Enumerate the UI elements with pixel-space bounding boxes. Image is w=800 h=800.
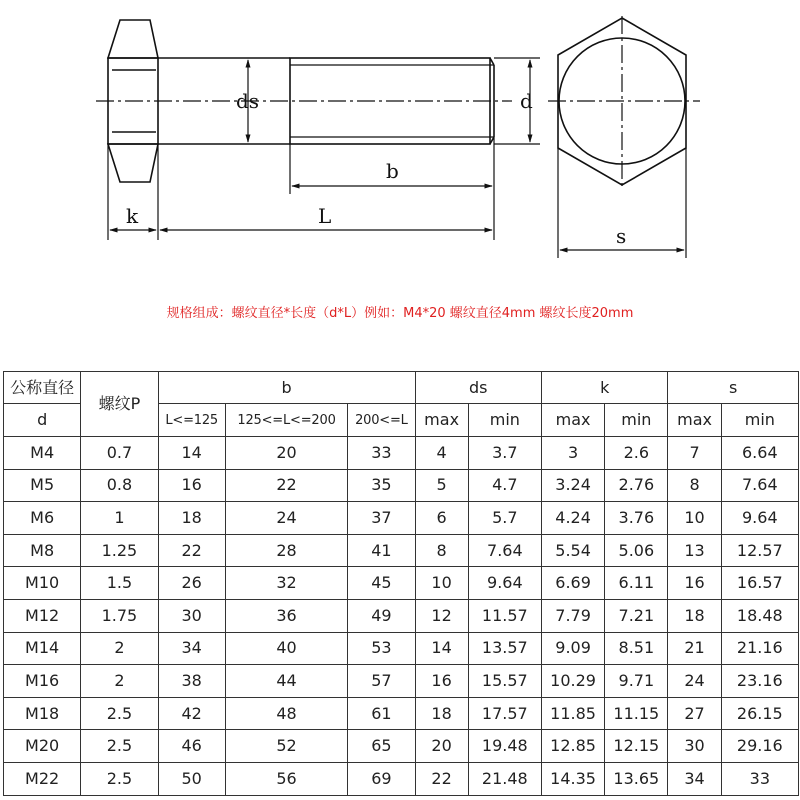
table-cell: 22 bbox=[225, 469, 347, 502]
table-cell: 12.15 bbox=[605, 730, 668, 763]
table-cell: 48 bbox=[225, 697, 347, 730]
table-cell: 14 bbox=[158, 437, 225, 470]
bolt-end-view bbox=[548, 16, 700, 258]
table-cell: 27 bbox=[668, 697, 721, 730]
table-cell: 9.64 bbox=[468, 567, 541, 600]
table-cell: 1 bbox=[81, 502, 158, 535]
table-cell: 30 bbox=[668, 730, 721, 763]
table-cell: 5.7 bbox=[468, 502, 541, 535]
table-cell: 49 bbox=[348, 599, 415, 632]
table-cell: 13 bbox=[668, 534, 721, 567]
table-cell: 10.29 bbox=[541, 665, 604, 698]
table-cell: 46 bbox=[158, 730, 225, 763]
table-cell: M6 bbox=[4, 502, 81, 535]
table-cell: 3.76 bbox=[605, 502, 668, 535]
label-k: k bbox=[126, 204, 139, 228]
header-d: d bbox=[4, 404, 81, 437]
table-cell: 5 bbox=[415, 469, 468, 502]
table-cell: 18 bbox=[668, 599, 721, 632]
table-row bbox=[4, 437, 799, 470]
table-cell: 53 bbox=[348, 632, 415, 665]
table-cell: 10 bbox=[415, 567, 468, 600]
table-cell: 38 bbox=[158, 665, 225, 698]
table-cell: 21.48 bbox=[468, 762, 541, 795]
table-cell: 65 bbox=[348, 730, 415, 763]
table-row bbox=[4, 632, 799, 665]
table-cell: 24 bbox=[225, 502, 347, 535]
table-cell: M4 bbox=[4, 437, 81, 470]
table-cell: 50 bbox=[158, 762, 225, 795]
table-cell: 2 bbox=[81, 665, 158, 698]
table-cell: M20 bbox=[4, 730, 81, 763]
table-cell: 1.75 bbox=[81, 599, 158, 632]
table-cell: 2.76 bbox=[605, 469, 668, 502]
table-cell: 12.85 bbox=[541, 730, 604, 763]
table-row bbox=[4, 762, 799, 795]
table-cell: 9.09 bbox=[541, 632, 604, 665]
table-cell: 6 bbox=[415, 502, 468, 535]
header-ds-min: min bbox=[468, 404, 541, 437]
table-cell: 4 bbox=[415, 437, 468, 470]
table-cell: 21.16 bbox=[721, 632, 798, 665]
table-cell: 4.7 bbox=[468, 469, 541, 502]
table-cell: 13.65 bbox=[605, 762, 668, 795]
header-b: b bbox=[158, 372, 415, 404]
table-cell: 4.24 bbox=[541, 502, 604, 535]
table-cell: 9.64 bbox=[721, 502, 798, 535]
table-cell: 2.5 bbox=[81, 697, 158, 730]
table-cell: M10 bbox=[4, 567, 81, 600]
table-cell: M5 bbox=[4, 469, 81, 502]
table-row bbox=[4, 599, 799, 632]
table-cell: 0.7 bbox=[81, 437, 158, 470]
header-b-medium: 125<=L<=200 bbox=[225, 404, 347, 437]
table-cell: 2.5 bbox=[81, 730, 158, 763]
table-cell: 23.16 bbox=[721, 665, 798, 698]
table-cell: 7.64 bbox=[468, 534, 541, 567]
table-cell: 52 bbox=[225, 730, 347, 763]
table-cell: 1.25 bbox=[81, 534, 158, 567]
header-s-max: max bbox=[668, 404, 721, 437]
table-cell: M8 bbox=[4, 534, 81, 567]
table-cell: 44 bbox=[225, 665, 347, 698]
table-cell: 45 bbox=[348, 567, 415, 600]
table-cell: 11.15 bbox=[605, 697, 668, 730]
table-cell: 35 bbox=[348, 469, 415, 502]
table-cell: 37 bbox=[348, 502, 415, 535]
hex-bolt-drawing bbox=[0, 0, 800, 290]
table-cell: 5.54 bbox=[541, 534, 604, 567]
table-cell: 2.5 bbox=[81, 762, 158, 795]
table-cell: 18 bbox=[415, 697, 468, 730]
table-cell: 16 bbox=[158, 469, 225, 502]
table-cell: 8 bbox=[415, 534, 468, 567]
header-pitch: 螺纹P bbox=[81, 372, 158, 437]
table-cell: 41 bbox=[348, 534, 415, 567]
table-cell: M12 bbox=[4, 599, 81, 632]
table-cell: 7.64 bbox=[721, 469, 798, 502]
header-ds: ds bbox=[415, 372, 541, 404]
table-cell: 7 bbox=[668, 437, 721, 470]
table-row bbox=[4, 567, 799, 600]
table-cell: 7.79 bbox=[541, 599, 604, 632]
table-cell: 57 bbox=[348, 665, 415, 698]
header-nominal-diameter: 公称直径 bbox=[4, 372, 81, 404]
table-cell: 6.69 bbox=[541, 567, 604, 600]
table-cell: 69 bbox=[348, 762, 415, 795]
table-cell: 14.35 bbox=[541, 762, 604, 795]
table-cell: 14 bbox=[415, 632, 468, 665]
table-cell: M14 bbox=[4, 632, 81, 665]
table-cell: 61 bbox=[348, 697, 415, 730]
table-cell: 34 bbox=[158, 632, 225, 665]
table-cell: 3.24 bbox=[541, 469, 604, 502]
table-cell: M22 bbox=[4, 762, 81, 795]
table-cell: 3 bbox=[541, 437, 604, 470]
table-cell: 8.51 bbox=[605, 632, 668, 665]
table-cell: 22 bbox=[415, 762, 468, 795]
label-b: b bbox=[386, 159, 399, 183]
header-s: s bbox=[668, 372, 799, 404]
table-cell: 56 bbox=[225, 762, 347, 795]
table-row bbox=[4, 502, 799, 535]
table-cell: 24 bbox=[668, 665, 721, 698]
spec-note: 规格组成：螺纹直径*长度（d*L）例如：M4*20 螺纹直径4mm 螺纹长度20mm bbox=[166, 306, 634, 321]
table-row bbox=[4, 697, 799, 730]
header-ds-max: max bbox=[415, 404, 468, 437]
table-cell: 2.6 bbox=[605, 437, 668, 470]
table-cell: 16 bbox=[668, 567, 721, 600]
table-row bbox=[4, 665, 799, 698]
table-cell: 22 bbox=[158, 534, 225, 567]
table-cell: 6.64 bbox=[721, 437, 798, 470]
table-cell: 18.48 bbox=[721, 599, 798, 632]
table-cell: 29.16 bbox=[721, 730, 798, 763]
table-cell: M16 bbox=[4, 665, 81, 698]
table-cell: 3.7 bbox=[468, 437, 541, 470]
table-cell: 26.15 bbox=[721, 697, 798, 730]
table-cell: 15.57 bbox=[468, 665, 541, 698]
table-cell: 5.06 bbox=[605, 534, 668, 567]
table-cell: 28 bbox=[225, 534, 347, 567]
table-cell: 0.8 bbox=[81, 469, 158, 502]
header-k-min: min bbox=[605, 404, 668, 437]
table-cell: 11.57 bbox=[468, 599, 541, 632]
table-cell: 8 bbox=[668, 469, 721, 502]
table-cell: 20 bbox=[415, 730, 468, 763]
table-cell: 13.57 bbox=[468, 632, 541, 665]
header-k-max: max bbox=[541, 404, 604, 437]
table-cell: 20 bbox=[225, 437, 347, 470]
table-cell: 6.11 bbox=[605, 567, 668, 600]
label-d: d bbox=[520, 89, 533, 113]
table-cell: 2 bbox=[81, 632, 158, 665]
label-ds: ds bbox=[236, 89, 260, 113]
header-b-long: 200<=L bbox=[348, 404, 415, 437]
table-cell: 33 bbox=[721, 762, 798, 795]
header-k: k bbox=[541, 372, 667, 404]
table-row bbox=[4, 730, 799, 763]
table-cell: 40 bbox=[225, 632, 347, 665]
table-cell: 1.5 bbox=[81, 567, 158, 600]
table-cell: 34 bbox=[668, 762, 721, 795]
table-cell: 17.57 bbox=[468, 697, 541, 730]
table-cell: 7.21 bbox=[605, 599, 668, 632]
table-cell: 32 bbox=[225, 567, 347, 600]
table-cell: 11.85 bbox=[541, 697, 604, 730]
table-cell: 26 bbox=[158, 567, 225, 600]
label-L: L bbox=[318, 204, 332, 228]
table-cell: 33 bbox=[348, 437, 415, 470]
table-row bbox=[4, 534, 799, 567]
table-cell: 10 bbox=[668, 502, 721, 535]
bolt-spec-table bbox=[3, 371, 799, 796]
header-row-1 bbox=[4, 372, 799, 404]
table-cell: 12 bbox=[415, 599, 468, 632]
table-cell: 12.57 bbox=[721, 534, 798, 567]
table-cell: 18 bbox=[158, 502, 225, 535]
header-s-min: min bbox=[721, 404, 798, 437]
table-cell: 19.48 bbox=[468, 730, 541, 763]
table-cell: 16.57 bbox=[721, 567, 798, 600]
table-cell: 21 bbox=[668, 632, 721, 665]
table-cell: 16 bbox=[415, 665, 468, 698]
table-cell: 9.71 bbox=[605, 665, 668, 698]
table-cell: 42 bbox=[158, 697, 225, 730]
label-s: s bbox=[616, 224, 627, 248]
table-cell: 30 bbox=[158, 599, 225, 632]
table-cell: M18 bbox=[4, 697, 81, 730]
header-b-short: L<=125 bbox=[158, 404, 225, 437]
table-cell: 36 bbox=[225, 599, 347, 632]
table-row bbox=[4, 469, 799, 502]
